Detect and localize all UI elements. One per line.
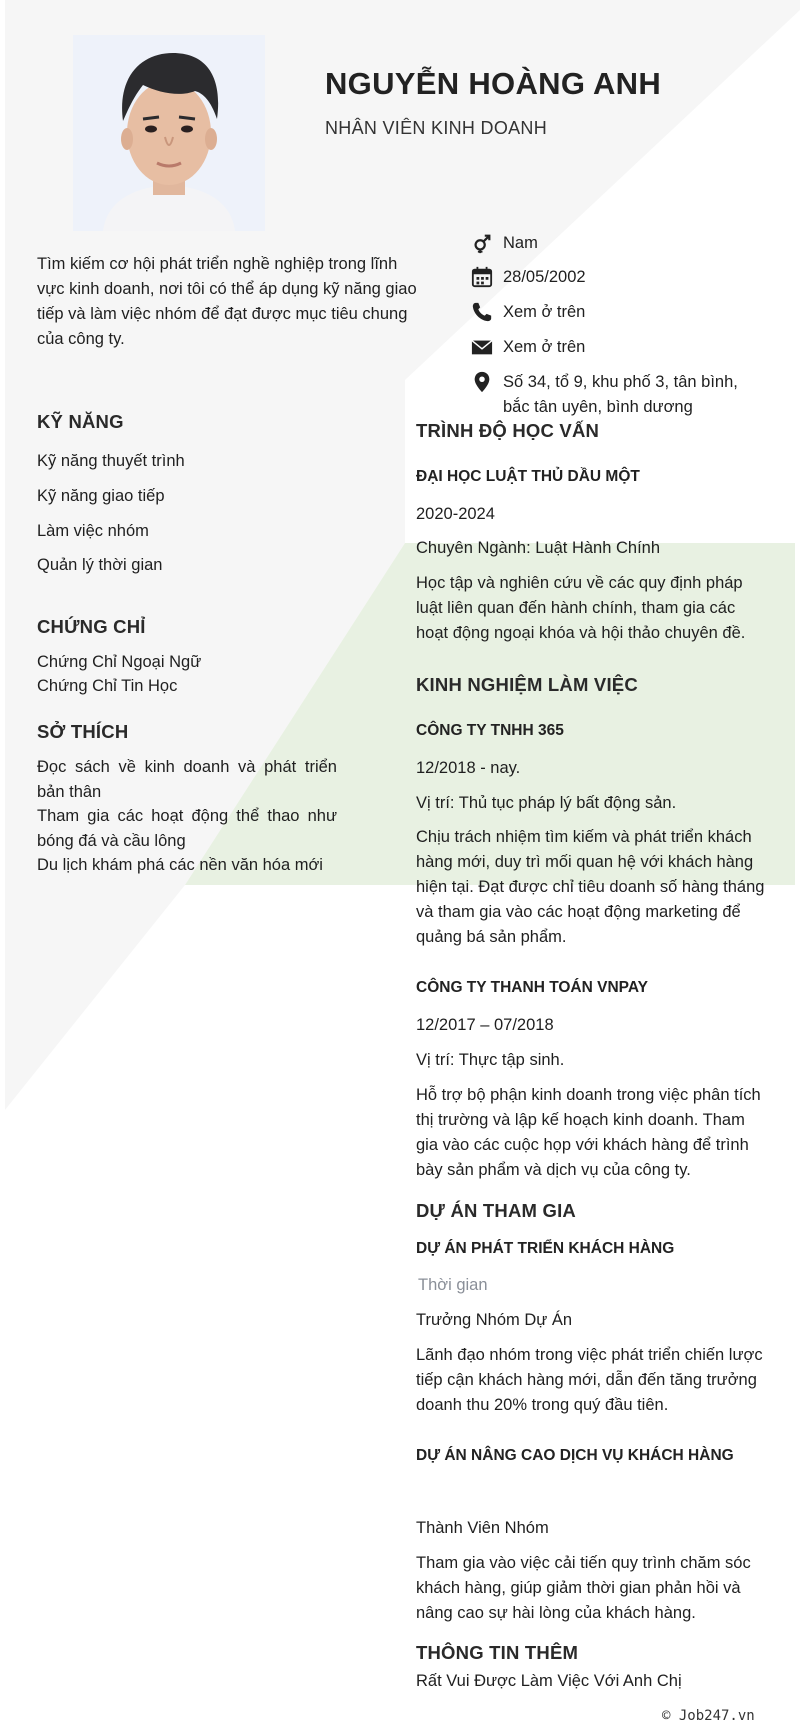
phone-value: Xem ở trên bbox=[503, 303, 586, 321]
company-name: CÔNG TY THANH TOÁN VNPAY bbox=[416, 979, 648, 996]
project-role: Thành Viên Nhóm bbox=[416, 1519, 549, 1537]
project-role: Trưởng Nhóm Dự Án bbox=[416, 1311, 573, 1329]
skill-item: Kỹ năng thuyết trình bbox=[37, 452, 185, 470]
experience-heading: KINH NGHIỆM LÀM VIỆC bbox=[416, 674, 638, 695]
dob-value: 28/05/2002 bbox=[503, 268, 586, 286]
skill-item: Quản lý thời gian bbox=[37, 556, 163, 574]
contact-address bbox=[471, 370, 763, 420]
job-period: 12/2017 – 07/2018 bbox=[416, 1016, 554, 1034]
skill-item: Kỹ năng giao tiếp bbox=[37, 487, 165, 505]
project-name: DỰ ÁN PHÁT TRIỂN KHÁCH HÀNG bbox=[416, 1240, 675, 1257]
hobby-item: Tham gia các hoạt động thể thao như bóng đá và cầu lông bbox=[37, 807, 337, 850]
company-name: CÔNG TY TNHH 365 bbox=[416, 722, 564, 739]
job-description: Chịu trách nhiệm tìm kiếm và phát triển khách hàng mới, duy trì mối quan hệ với khách hàng hiện tại. Đạt được chỉ tiêu doanh số hàng tháng và tham gia vào các hoạt động marketing để quảng bá sản phẩm. bbox=[416, 828, 765, 946]
contact-phone bbox=[471, 300, 763, 325]
hobby-item: Đọc sách về kinh doanh và phát triển bản thân bbox=[37, 758, 337, 801]
contact-dob bbox=[471, 265, 763, 290]
extra-info-text: Rất Vui Được Làm Việc Với Anh Chị bbox=[416, 1672, 682, 1690]
project-description: Tham gia vào việc cải tiến quy trình chăm sóc khách hàng, giúp giảm thời gian phản hồi và nâng cao sự hài lòng của khách hàng. bbox=[416, 1554, 751, 1622]
address-value: Số 34, tổ 9, khu phố 3, tân bình, bắc tân uyên, bình dương bbox=[503, 373, 738, 416]
school-name: ĐẠI HỌC LUẬT THỦ DẦU MỘT bbox=[416, 468, 640, 485]
job-position: Vị trí: Thực tập sinh. bbox=[416, 1051, 565, 1069]
project-time-placeholder: Thời gian bbox=[418, 1276, 488, 1294]
envelope-icon bbox=[471, 336, 493, 358]
job-description: Hỗ trợ bộ phận kinh doanh trong việc phân tích thị trường và lập kế hoạch kinh doanh. Tham gia vào các cuộc họp với khách hàng để trình bày sản phẩm và dịch vụ của công ty. bbox=[416, 1086, 761, 1179]
job-position: Vị trí: Thủ tục pháp lý bất động sản. bbox=[416, 794, 677, 812]
projects-heading: DỰ ÁN THAM GIA bbox=[416, 1200, 576, 1221]
education-period: 2020-2024 bbox=[416, 505, 495, 523]
profile-photo bbox=[73, 35, 265, 231]
skills-heading: KỸ NĂNG bbox=[37, 411, 124, 432]
hobbies-heading: SỞ THÍCH bbox=[37, 721, 129, 742]
avatar-illustration bbox=[73, 35, 265, 231]
career-objective: Tìm kiếm cơ hội phát triển nghề nghiệp trong lĩnh vực kinh doanh, nơi tôi có thể áp dụng kỹ năng giao tiếp và làm việc nhóm để đạt được mục tiêu chung của công ty. bbox=[37, 255, 417, 348]
skill-item: Làm việc nhóm bbox=[37, 522, 149, 540]
calendar-icon bbox=[471, 266, 493, 288]
education-heading: TRÌNH ĐỘ HỌC VẤN bbox=[416, 420, 600, 441]
contact-email bbox=[471, 335, 763, 360]
education-description: Học tập và nghiên cứu về các quy định pháp luật liên quan đến hành chính, tham gia các hoạt động ngoại khóa và hội thảo chuyên đề. bbox=[416, 574, 746, 642]
certificates-heading: CHỨNG CHỈ bbox=[37, 616, 146, 637]
hobby-item: Du lịch khám phá các nền văn hóa mới bbox=[37, 856, 323, 874]
project-description: Lãnh đạo nhóm trong việc phát triển chiến lược tiếp cận khách hàng mới, dẫn đến tăng trưởng doanh thu 20% trong quý đầu tiên. bbox=[416, 1346, 763, 1414]
job-period: 12/2018 - nay. bbox=[416, 759, 521, 777]
email-value: Xem ở trên bbox=[503, 338, 586, 356]
location-pin-icon bbox=[471, 371, 493, 393]
job-title: NHÂN VIÊN KINH DOANH bbox=[325, 118, 548, 138]
certificate-item: Chứng Chỉ Tin Học bbox=[37, 677, 178, 695]
gender-value: Nam bbox=[503, 234, 538, 252]
gender-icon bbox=[471, 232, 493, 254]
candidate-name: NGUYỄN HOÀNG ANH bbox=[325, 66, 662, 101]
footer-copyright[interactable]: © Job247.vn bbox=[662, 1708, 755, 1724]
education-major: Chuyên Ngành: Luật Hành Chính bbox=[416, 539, 661, 557]
contact-gender bbox=[471, 231, 763, 256]
project-name: DỰ ÁN NÂNG CAO DỊCH VỤ KHÁCH HÀNG bbox=[416, 1447, 734, 1464]
extra-info-heading: THÔNG TIN THÊM bbox=[416, 1642, 579, 1663]
phone-icon bbox=[471, 301, 493, 323]
certificate-item: Chứng Chỉ Ngoại Ngữ bbox=[37, 653, 202, 671]
